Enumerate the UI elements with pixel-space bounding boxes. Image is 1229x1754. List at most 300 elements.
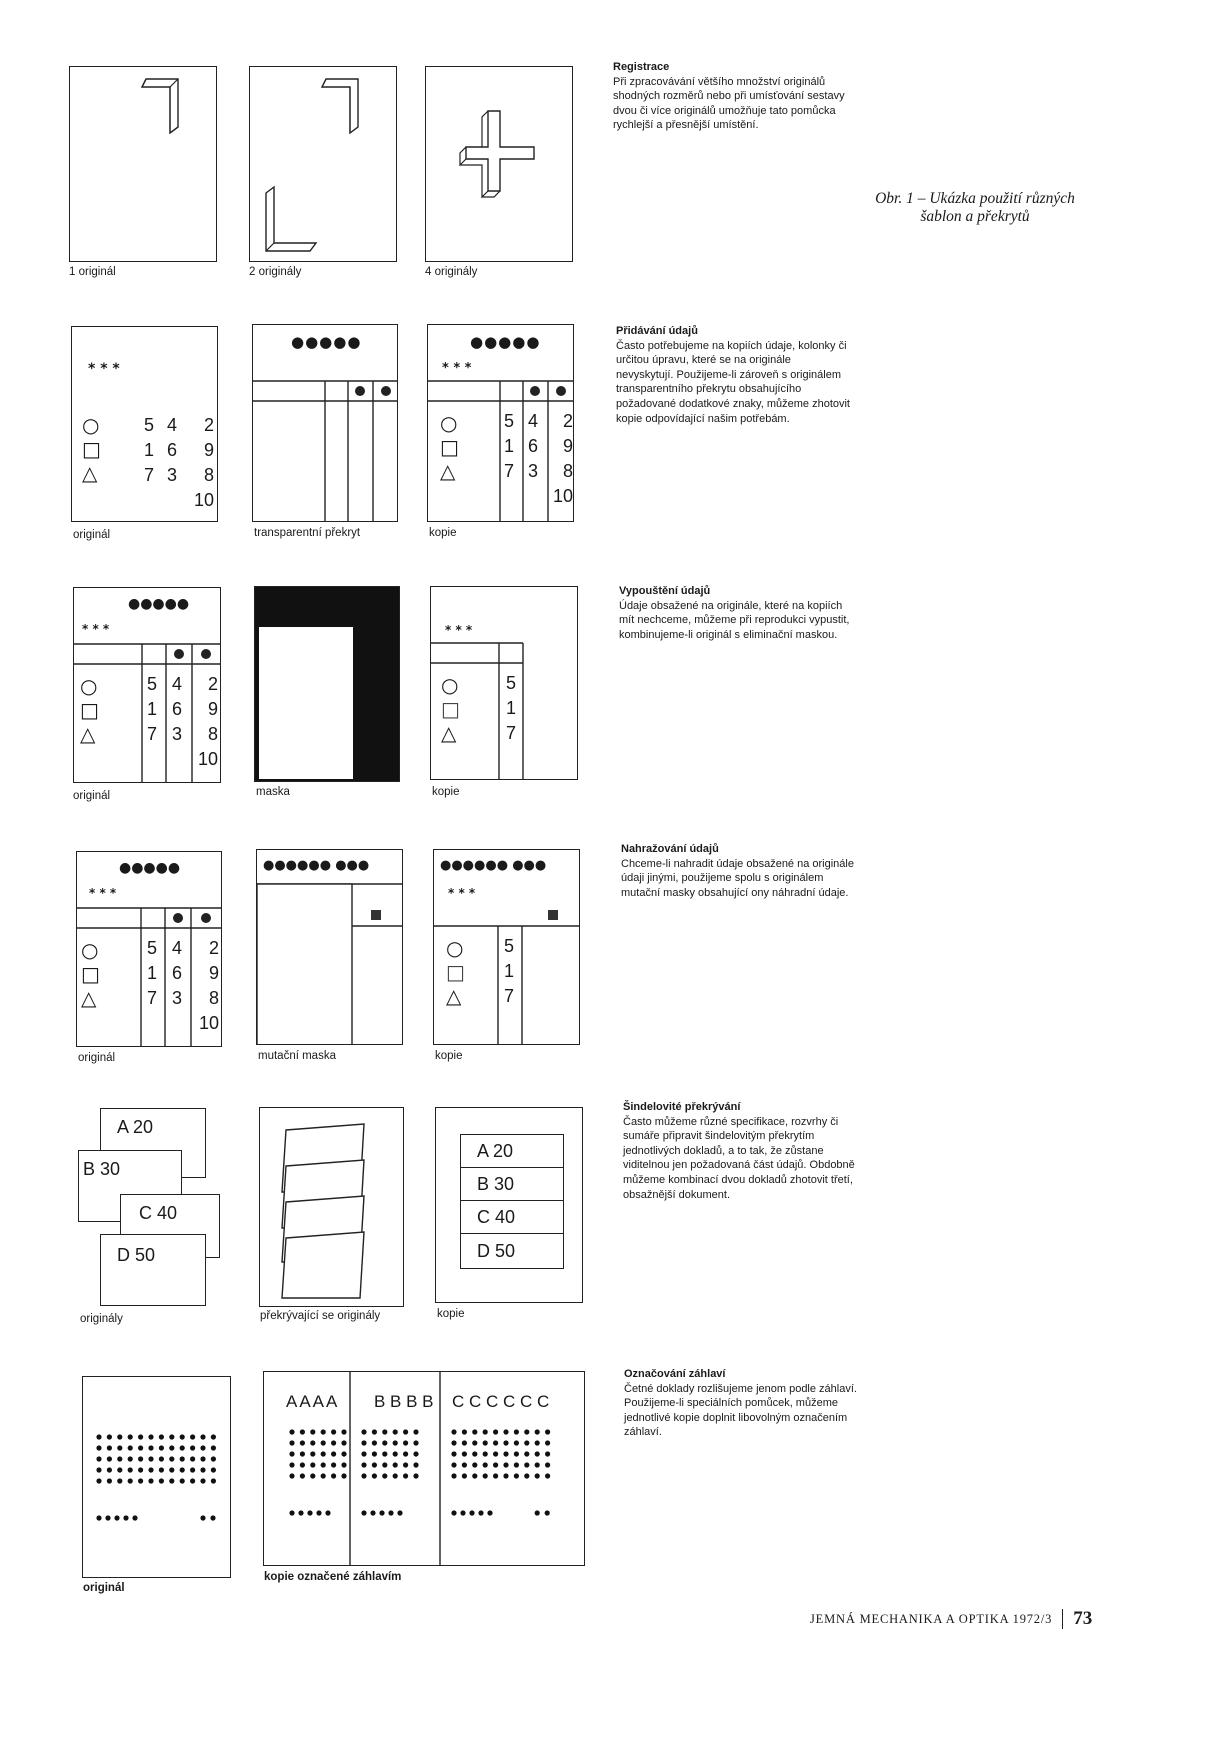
- cell: 1: [144, 440, 155, 460]
- dot: [321, 1462, 326, 1467]
- shape-square-icon: □: [441, 697, 460, 721]
- dot: [128, 1434, 133, 1439]
- dot: [493, 1462, 498, 1467]
- shape-circle-icon: ○: [82, 413, 100, 437]
- dot: [200, 1467, 205, 1472]
- cell: 3: [172, 988, 183, 1008]
- caption: kopie: [435, 1050, 463, 1062]
- dot: [382, 1451, 387, 1456]
- dot: [535, 1462, 540, 1467]
- cell: 6: [172, 699, 183, 719]
- dot: [403, 1462, 408, 1467]
- caption: originál: [73, 790, 111, 802]
- dot: [310, 1429, 315, 1434]
- shape-triangle-icon: △: [446, 984, 462, 1008]
- section-title: Označování záhlaví: [624, 1368, 726, 1380]
- shape-square-icon: □: [446, 960, 465, 984]
- caption: kopie: [429, 527, 457, 539]
- dot: [310, 1451, 315, 1456]
- dot: [128, 1467, 133, 1472]
- footer: [810, 1608, 1092, 1630]
- figure-original-full: [73, 587, 221, 783]
- dot: [493, 1429, 498, 1434]
- col1: [147, 936, 157, 1011]
- cell: 6: [528, 436, 539, 456]
- shape-square-icon: □: [440, 435, 459, 459]
- dot: [514, 1462, 519, 1467]
- dot: [462, 1451, 467, 1456]
- stars: * * *: [442, 361, 472, 376]
- section-text: Četné doklady rozlišujeme jenom podle záhlaví. Použijeme-li speciálních pomůcek, můžeme jednotlivé kopie doplnit libovolným označením záhlaví.: [624, 1382, 857, 1439]
- cell: 4: [172, 938, 183, 958]
- dot: [96, 1515, 101, 1520]
- dot: [462, 1440, 467, 1445]
- figure-copy-mutated: [433, 849, 580, 1045]
- shape-circle-icon: ○: [446, 936, 464, 960]
- cell: 1: [506, 698, 517, 718]
- shape-triangle-icon: △: [440, 459, 456, 483]
- dot: [321, 1473, 326, 1478]
- cell: 10: [552, 486, 573, 506]
- dot: [105, 1515, 110, 1520]
- dot: [503, 1451, 508, 1456]
- col3: [194, 672, 218, 772]
- col1: [504, 934, 514, 1009]
- header-label: B B B B: [374, 1392, 434, 1411]
- dot: [307, 1510, 312, 1515]
- dot: [372, 1429, 377, 1434]
- dot: [107, 1478, 112, 1483]
- dot: [117, 1456, 122, 1461]
- dot: [361, 1429, 366, 1434]
- dot: [96, 1478, 101, 1483]
- cell: 1: [147, 699, 158, 719]
- dot: [331, 1440, 336, 1445]
- cell: 1: [504, 961, 515, 981]
- col2: [528, 409, 538, 484]
- dot: [289, 1510, 294, 1515]
- col1: [504, 409, 514, 484]
- dot: [361, 1473, 366, 1478]
- cell: 8: [207, 724, 218, 744]
- dot: [535, 1429, 540, 1434]
- dot: [107, 1445, 112, 1450]
- dot: [493, 1451, 498, 1456]
- dot: [180, 1478, 185, 1483]
- cell: 5: [147, 674, 158, 694]
- caption: 1 originál: [69, 266, 116, 278]
- caption: transparentní překryt: [254, 527, 361, 539]
- section-title: Šindelovité překrývání: [623, 1101, 741, 1113]
- dot: [514, 1429, 519, 1434]
- dot: [483, 1462, 488, 1467]
- dot: [138, 1456, 143, 1461]
- dot-grid: [264, 1372, 354, 1566]
- dot: [138, 1467, 143, 1472]
- dot: [472, 1462, 477, 1467]
- dot: [493, 1440, 498, 1445]
- dot: [169, 1445, 174, 1450]
- stars: * * *: [82, 622, 110, 636]
- dot: [535, 1473, 540, 1478]
- stars: * * *: [89, 886, 117, 900]
- dot: [180, 1434, 185, 1439]
- figure-shingled-originals: [78, 1108, 208, 1308]
- dot: [289, 1440, 294, 1445]
- dot: [200, 1515, 205, 1520]
- dot: [341, 1462, 346, 1467]
- dot: [190, 1478, 195, 1483]
- figure-header-copies: [263, 1371, 585, 1566]
- dot: [382, 1440, 387, 1445]
- dot: [128, 1445, 133, 1450]
- cell: 4: [172, 674, 183, 694]
- dot: [117, 1478, 122, 1483]
- journal-name: JEMNÁ MECHANIKA A OPTIKA 1972/3: [810, 1611, 1053, 1626]
- dot: [451, 1510, 456, 1515]
- dots: ●●●●●: [128, 596, 190, 612]
- dot: [341, 1429, 346, 1434]
- figure-header-original: [82, 1376, 231, 1578]
- dot: [451, 1473, 456, 1478]
- dot: [483, 1440, 488, 1445]
- dot: [200, 1434, 205, 1439]
- dot: [545, 1440, 550, 1445]
- dot: [321, 1429, 326, 1434]
- corner-mark-icon: [70, 67, 217, 262]
- dot: [298, 1510, 303, 1515]
- cell: 7: [506, 723, 517, 743]
- dot: [169, 1467, 174, 1472]
- col1: [506, 671, 516, 746]
- dot: [403, 1440, 408, 1445]
- figure-mask: [254, 586, 400, 782]
- shape-circle-icon: ○: [81, 938, 99, 962]
- dot: [190, 1434, 195, 1439]
- dot: [472, 1451, 477, 1456]
- dot: [524, 1473, 529, 1478]
- dot: [117, 1467, 122, 1472]
- dot: [190, 1445, 195, 1450]
- cell: 8: [203, 465, 214, 485]
- overlap-sheets: [260, 1108, 404, 1307]
- dot: [370, 1510, 375, 1515]
- dot: [514, 1440, 519, 1445]
- dot: [393, 1429, 398, 1434]
- cell: 9: [207, 699, 218, 719]
- cell: 1: [504, 436, 515, 456]
- corner-marks-icon: [250, 67, 397, 262]
- shape-triangle-icon: △: [80, 722, 96, 746]
- shape-circle-icon: ○: [441, 673, 459, 697]
- dot: [180, 1456, 185, 1461]
- dot: [397, 1510, 402, 1515]
- caption: kopie označené záhlavím: [264, 1571, 402, 1583]
- figure-caption-line2: šablon a překrytů: [920, 208, 1030, 225]
- shape-triangle-icon: △: [82, 461, 98, 485]
- section-text: Údaje obsažené na originále, které na kopiích mít nechceme, můžeme při reprodukci vypustit, kombinujeme-li originál s eliminační maskou.: [619, 599, 850, 641]
- cell: 5: [504, 411, 515, 431]
- dot: [107, 1434, 112, 1439]
- cell: 5: [506, 673, 517, 693]
- cell: 1: [147, 963, 158, 983]
- dot: [321, 1451, 326, 1456]
- dot: [469, 1510, 474, 1515]
- cell: 7: [147, 724, 158, 744]
- mask-shape: [257, 850, 403, 1045]
- dot: [128, 1456, 133, 1461]
- dot: [483, 1473, 488, 1478]
- dots: ●●●●●● ●●●: [440, 858, 547, 873]
- dot: [524, 1440, 529, 1445]
- caption: maska: [256, 786, 290, 798]
- dot: [462, 1429, 467, 1434]
- dot: [159, 1445, 164, 1450]
- shape-circle-icon: ○: [80, 674, 98, 698]
- cell: 2: [207, 674, 218, 694]
- dot: [403, 1473, 408, 1478]
- dot: [148, 1445, 153, 1450]
- dot: [310, 1462, 315, 1467]
- dot: [460, 1510, 465, 1515]
- figure-registrace-4: [425, 66, 573, 262]
- dot: [514, 1473, 519, 1478]
- section-registrace: [613, 60, 848, 133]
- dot: [331, 1473, 336, 1478]
- dot: [331, 1451, 336, 1456]
- caption: originál: [73, 529, 111, 541]
- dot: [211, 1467, 216, 1472]
- cell: 9: [208, 963, 219, 983]
- dot: [483, 1451, 488, 1456]
- dot: [200, 1445, 205, 1450]
- dot: [451, 1451, 456, 1456]
- stars: * * *: [445, 623, 473, 637]
- dots: ●●●●●: [470, 333, 541, 351]
- caption: kopie: [437, 1308, 465, 1320]
- caption: kopie: [432, 786, 460, 798]
- dot: [545, 1510, 550, 1515]
- cell: 7: [147, 988, 158, 1008]
- figure-shingled-copy: [435, 1107, 583, 1303]
- cell: 6: [167, 440, 178, 460]
- shape-square-icon: □: [82, 437, 101, 461]
- cell: 2: [203, 415, 214, 435]
- dot: [148, 1478, 153, 1483]
- figure-registrace-2: [249, 66, 397, 262]
- section-sindelovite: [623, 1100, 858, 1202]
- section-text: Při zpracovávání většího množství originálů shodných rozměrů nebo při umísťování sestavy dvou či více originálů umožňuje tato pomůcka rychlejší a přesnější umístění.: [613, 75, 845, 132]
- dot: [472, 1429, 477, 1434]
- dot: [310, 1440, 315, 1445]
- copy-list: [460, 1134, 564, 1269]
- dot: [382, 1462, 387, 1467]
- dot: [388, 1510, 393, 1515]
- dot: [316, 1510, 321, 1515]
- dot: [503, 1429, 508, 1434]
- stars: * * *: [448, 886, 476, 900]
- cell: 9: [203, 440, 214, 460]
- dot: [478, 1510, 483, 1515]
- dot: [117, 1434, 122, 1439]
- dot: [159, 1456, 164, 1461]
- dot: [545, 1462, 550, 1467]
- section-title: Registrace: [613, 61, 670, 73]
- dot: [180, 1445, 185, 1450]
- dot: [379, 1510, 384, 1515]
- section-pridavani: [616, 324, 851, 426]
- cell: 5: [144, 415, 155, 435]
- dot: [403, 1451, 408, 1456]
- section-text: Často můžeme různé specifikace, rozvrhy či sumáře připravit šindelovitým překrytím jednotlivých dokladů, a to tak, že zůstane viditelnou jen požadovaná část údajů. Obdobně můžeme kombinací dvou dokladů zhotovit třetí, obsažnější dokument.: [623, 1115, 855, 1201]
- section-title: Nahražování údajů: [621, 843, 719, 855]
- dot: [393, 1462, 398, 1467]
- cell: 2: [562, 411, 573, 431]
- cross-mark-icon: [426, 67, 573, 262]
- dot: [321, 1440, 326, 1445]
- caption: originál: [78, 1052, 116, 1064]
- col1: [147, 672, 157, 747]
- dot: [128, 1478, 133, 1483]
- section-title: Vypouštění údajů: [619, 585, 711, 597]
- dot: [300, 1429, 305, 1434]
- dot: [372, 1451, 377, 1456]
- col2: [172, 672, 182, 747]
- dot: [462, 1462, 467, 1467]
- dot: [472, 1440, 477, 1445]
- figure-copy-reduced: [430, 586, 578, 780]
- dot: [451, 1429, 456, 1434]
- dot: [159, 1478, 164, 1483]
- figure-original-table: [71, 326, 218, 522]
- section-title: Přidávání údajů: [616, 325, 698, 337]
- card-d: [100, 1234, 206, 1306]
- cell: 10: [193, 490, 214, 510]
- caption: originál: [83, 1582, 125, 1594]
- card-label: D 50: [117, 1245, 156, 1265]
- section-oznacovani: [624, 1367, 859, 1440]
- cell: 6: [172, 963, 183, 983]
- caption: překrývající se originály: [260, 1310, 381, 1322]
- cell: 10: [197, 749, 218, 769]
- dot: [300, 1451, 305, 1456]
- figure-registrace-1: [69, 66, 217, 262]
- dot: [413, 1429, 418, 1434]
- dot: [138, 1434, 143, 1439]
- dot: [159, 1467, 164, 1472]
- dot: [545, 1473, 550, 1478]
- dot: [393, 1473, 398, 1478]
- cell: 4: [528, 411, 539, 431]
- figure-caption-line1: Obr. 1 – Ukázka použití různých: [875, 190, 1075, 207]
- dot: [393, 1451, 398, 1456]
- dot: [289, 1429, 294, 1434]
- caption: 4 originály: [425, 266, 478, 278]
- dot: [310, 1473, 315, 1478]
- dot: [300, 1440, 305, 1445]
- dot: [524, 1451, 529, 1456]
- dot: [361, 1440, 366, 1445]
- dot: [289, 1473, 294, 1478]
- shape-triangle-icon: △: [81, 986, 97, 1010]
- dot: [413, 1462, 418, 1467]
- list-item: A 20: [461, 1135, 563, 1168]
- dot: [300, 1462, 305, 1467]
- dots: ●●●●●: [119, 860, 181, 876]
- section-vypousteni: [619, 584, 854, 642]
- dot: [117, 1445, 122, 1450]
- cell: 7: [144, 465, 155, 485]
- card-label: C 40: [139, 1203, 178, 1223]
- dot: [361, 1462, 366, 1467]
- cell: 3: [167, 465, 178, 485]
- dot: [180, 1467, 185, 1472]
- dot: [200, 1456, 205, 1461]
- dot: [493, 1473, 498, 1478]
- figure-transparent-overlay: [252, 324, 398, 522]
- caption: mutační maska: [258, 1050, 336, 1062]
- dot: [289, 1462, 294, 1467]
- dot: [211, 1478, 216, 1483]
- dot: [211, 1445, 216, 1450]
- cell: 8: [562, 461, 573, 481]
- shape-circle-icon: ○: [440, 411, 458, 435]
- overlay-grid: [253, 325, 398, 522]
- dot: [96, 1445, 101, 1450]
- cell: 3: [528, 461, 539, 481]
- col2: [172, 936, 182, 1011]
- dot: [503, 1462, 508, 1467]
- dot: [487, 1510, 492, 1515]
- dot: [341, 1473, 346, 1478]
- dot: [300, 1473, 305, 1478]
- dot: [372, 1440, 377, 1445]
- col3: [549, 409, 573, 509]
- shape-square-icon: □: [80, 698, 99, 722]
- list-item: B 30: [461, 1168, 563, 1201]
- cell: 8: [208, 988, 219, 1008]
- dot: [503, 1473, 508, 1478]
- dot: [545, 1429, 550, 1434]
- dot: [341, 1440, 346, 1445]
- dot: [138, 1478, 143, 1483]
- figure-copy-table: [427, 324, 574, 522]
- dot: [514, 1451, 519, 1456]
- dot: [535, 1451, 540, 1456]
- caption: 2 originály: [249, 266, 302, 278]
- figure-shingled-overlap: [259, 1107, 404, 1307]
- card-label: A 20: [117, 1117, 154, 1137]
- cell: 7: [504, 461, 515, 481]
- dot: [190, 1467, 195, 1472]
- page-number: 73: [1073, 1608, 1093, 1629]
- header-label: C C C C C C: [452, 1392, 550, 1411]
- dot-grid: [83, 1377, 231, 1578]
- shape-square-icon: □: [81, 962, 100, 986]
- dot: [200, 1478, 205, 1483]
- cell: 7: [504, 986, 515, 1006]
- dot: [472, 1473, 477, 1478]
- dot-grid: [440, 1372, 585, 1566]
- cell: 5: [147, 938, 158, 958]
- figure-caption: [850, 190, 1100, 226]
- dot: [451, 1440, 456, 1445]
- dot: [148, 1456, 153, 1461]
- dot: [169, 1434, 174, 1439]
- dots: ●●●●●: [291, 333, 362, 351]
- shape-triangle-icon: △: [441, 721, 457, 745]
- mask-window: [259, 627, 353, 779]
